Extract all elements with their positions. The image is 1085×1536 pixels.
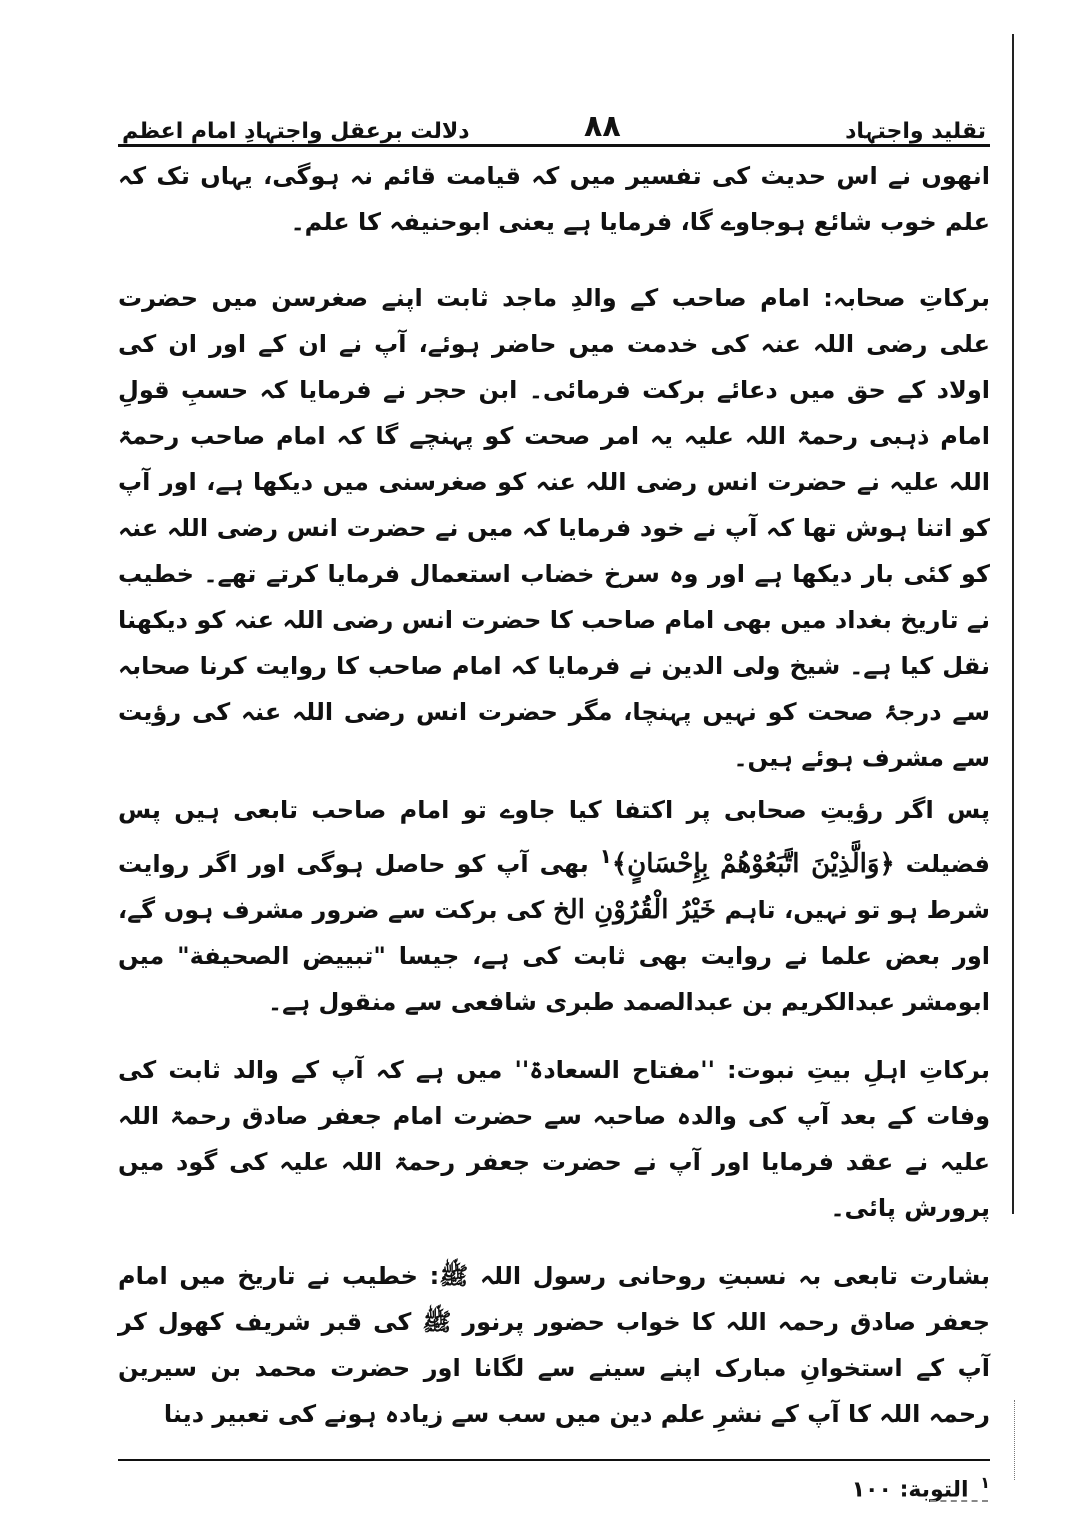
header-left-title: دلالت برعقل واجتہادِ امام اعظم xyxy=(122,119,470,144)
header-right-title: تقلید واجتہاد xyxy=(845,119,986,144)
bottom-edge-mark xyxy=(930,1500,988,1502)
binding-edge-line xyxy=(1012,34,1014,1214)
footnote-marker: ۱ xyxy=(980,1473,990,1492)
paragraph-ahl-e-bait: برکاتِ اہلِ بیتِ نبوت: ''مفتاح السعادۃ'' میں ہے کہ آپ کے والد ثابت کی وفات کے بعد آپ کی والدہ صاحبہ سے حضرت امام جعفر صادق رحمۃ اللہ علیہ نے عقد فرمایا اور آپ نے حضرت جعفر رحمۃ اللہ علیہ کی گود میں پرورش پائی۔ xyxy=(118,1056,990,1222)
paragraph-gap xyxy=(118,245,990,275)
arabic-phrase: خَيْرُ الْقُرُوْنِ الخ xyxy=(552,895,716,925)
footnote-text: التوبة: ۱۰۰ xyxy=(851,1477,969,1503)
paragraph-gap xyxy=(118,1025,990,1047)
paragraph-tabii-fazilat xyxy=(118,787,990,1025)
paragraph-text-after: کی برکت سے ضرور مشرف ہوں گے، اور بعض علما نے روایت بھی ثابت کی ہے، جیسا "تبييض الصحيفة" میں ابومشر عبدالکریم بن عبدالصمد طبری شافعی سے منقول ہے۔ xyxy=(118,896,990,1016)
book-page xyxy=(118,100,990,1502)
paragraph-gap xyxy=(118,1231,990,1253)
page-number: ۸۸ xyxy=(584,109,621,144)
page-body xyxy=(118,153,990,1437)
paragraph-basharat: بشارت تابعی بہ نسبتِ روحانی رسول اللہ ﷺ: خطیب نے تاریخ میں امام جعفر صادق رحمہ اللہ کا خواب حضور پرنور ﷺ کی قبر شریف کھول کر آپ کے استخوانِ مبارک اپنے سینے سے لگانا اور حضرت محمد بن سیرین رحمہ اللہ کا آپ کے نشرِ علم دین میں سب سے زیادہ ہونے کی تعبیر دینا xyxy=(118,1262,990,1428)
binding-edge-dots xyxy=(1014,1400,1015,1480)
footnote xyxy=(118,1473,990,1502)
footnote-reference: ۱ xyxy=(599,844,612,868)
quran-verse: ﴿وَالَّذِيْنَ اتَّبَعُوْهُمْ بِإِحْسَانٍ﴾ xyxy=(611,849,895,879)
paragraph-barakat-sahaba: برکاتِ صحابہ: امام صاحب کے والدِ ماجد ثابت اپنے صغرسن میں حضرت علی رضی اللہ عنہ کی خدمت میں حاضر ہوئے، آپ نے ان کے اور ان کی اولاد کے حق میں دعائے برکت فرمائی۔ ابن حجر نے فرمایا کہ حسبِ قولِ امام ذہبی رحمۃ اللہ علیہ یہ امر صحت کو پہنچے گا کہ امام صاحب رحمۃ اللہ علیہ نے حضرت انس رضی اللہ عنہ کو صغرسنی میں دیکھا ہے، اور آپ کو اتنا ہوش تھا کہ آپ نے خود فرمایا کہ میں نے حضرت انس رضی اللہ عنہ کو کئی بار دیکھا ہے اور وہ سرخ خضاب استعمال فرمایا کرتے تھے۔ خطیب نے تاریخ بغداد میں بھی امام صاحب کا حضرت انس رضی اللہ عنہ کو دیکھنا نقل کیا ہے۔ شیخ ولی الدین نے فرمایا کہ امام صاحب کا روایت کرنا صحابہ سے درجۂ صحت کو نہیں پہنچا، مگر حضرت انس رضی اللہ عنہ کی رؤیت سے مشرف ہوئے ہیں۔ xyxy=(118,284,990,772)
paragraph-text-middle: بھی آپ کو حاصل ہوگی اور اگر روایت شرط ہو تو نہیں، تاہم xyxy=(118,850,991,924)
running-header xyxy=(118,100,990,147)
paragraph-hadith-tafsir: انھوں نے اس حدیث کی تفسیر میں کہ قیامت قائم نہ ہوگی، یہاں تک کہ علم خوب شائع ہوجاوے گا، فرمایا ہے یعنی ابوحنیفہ کا علم۔ xyxy=(118,162,990,236)
paragraph-text-before-quran: پس اگر رؤیتِ صحابی پر اکتفا کیا جاوے تو امام صاحب تابعی ہیں پس فضیلت xyxy=(118,796,991,878)
footnote-divider xyxy=(118,1459,990,1461)
